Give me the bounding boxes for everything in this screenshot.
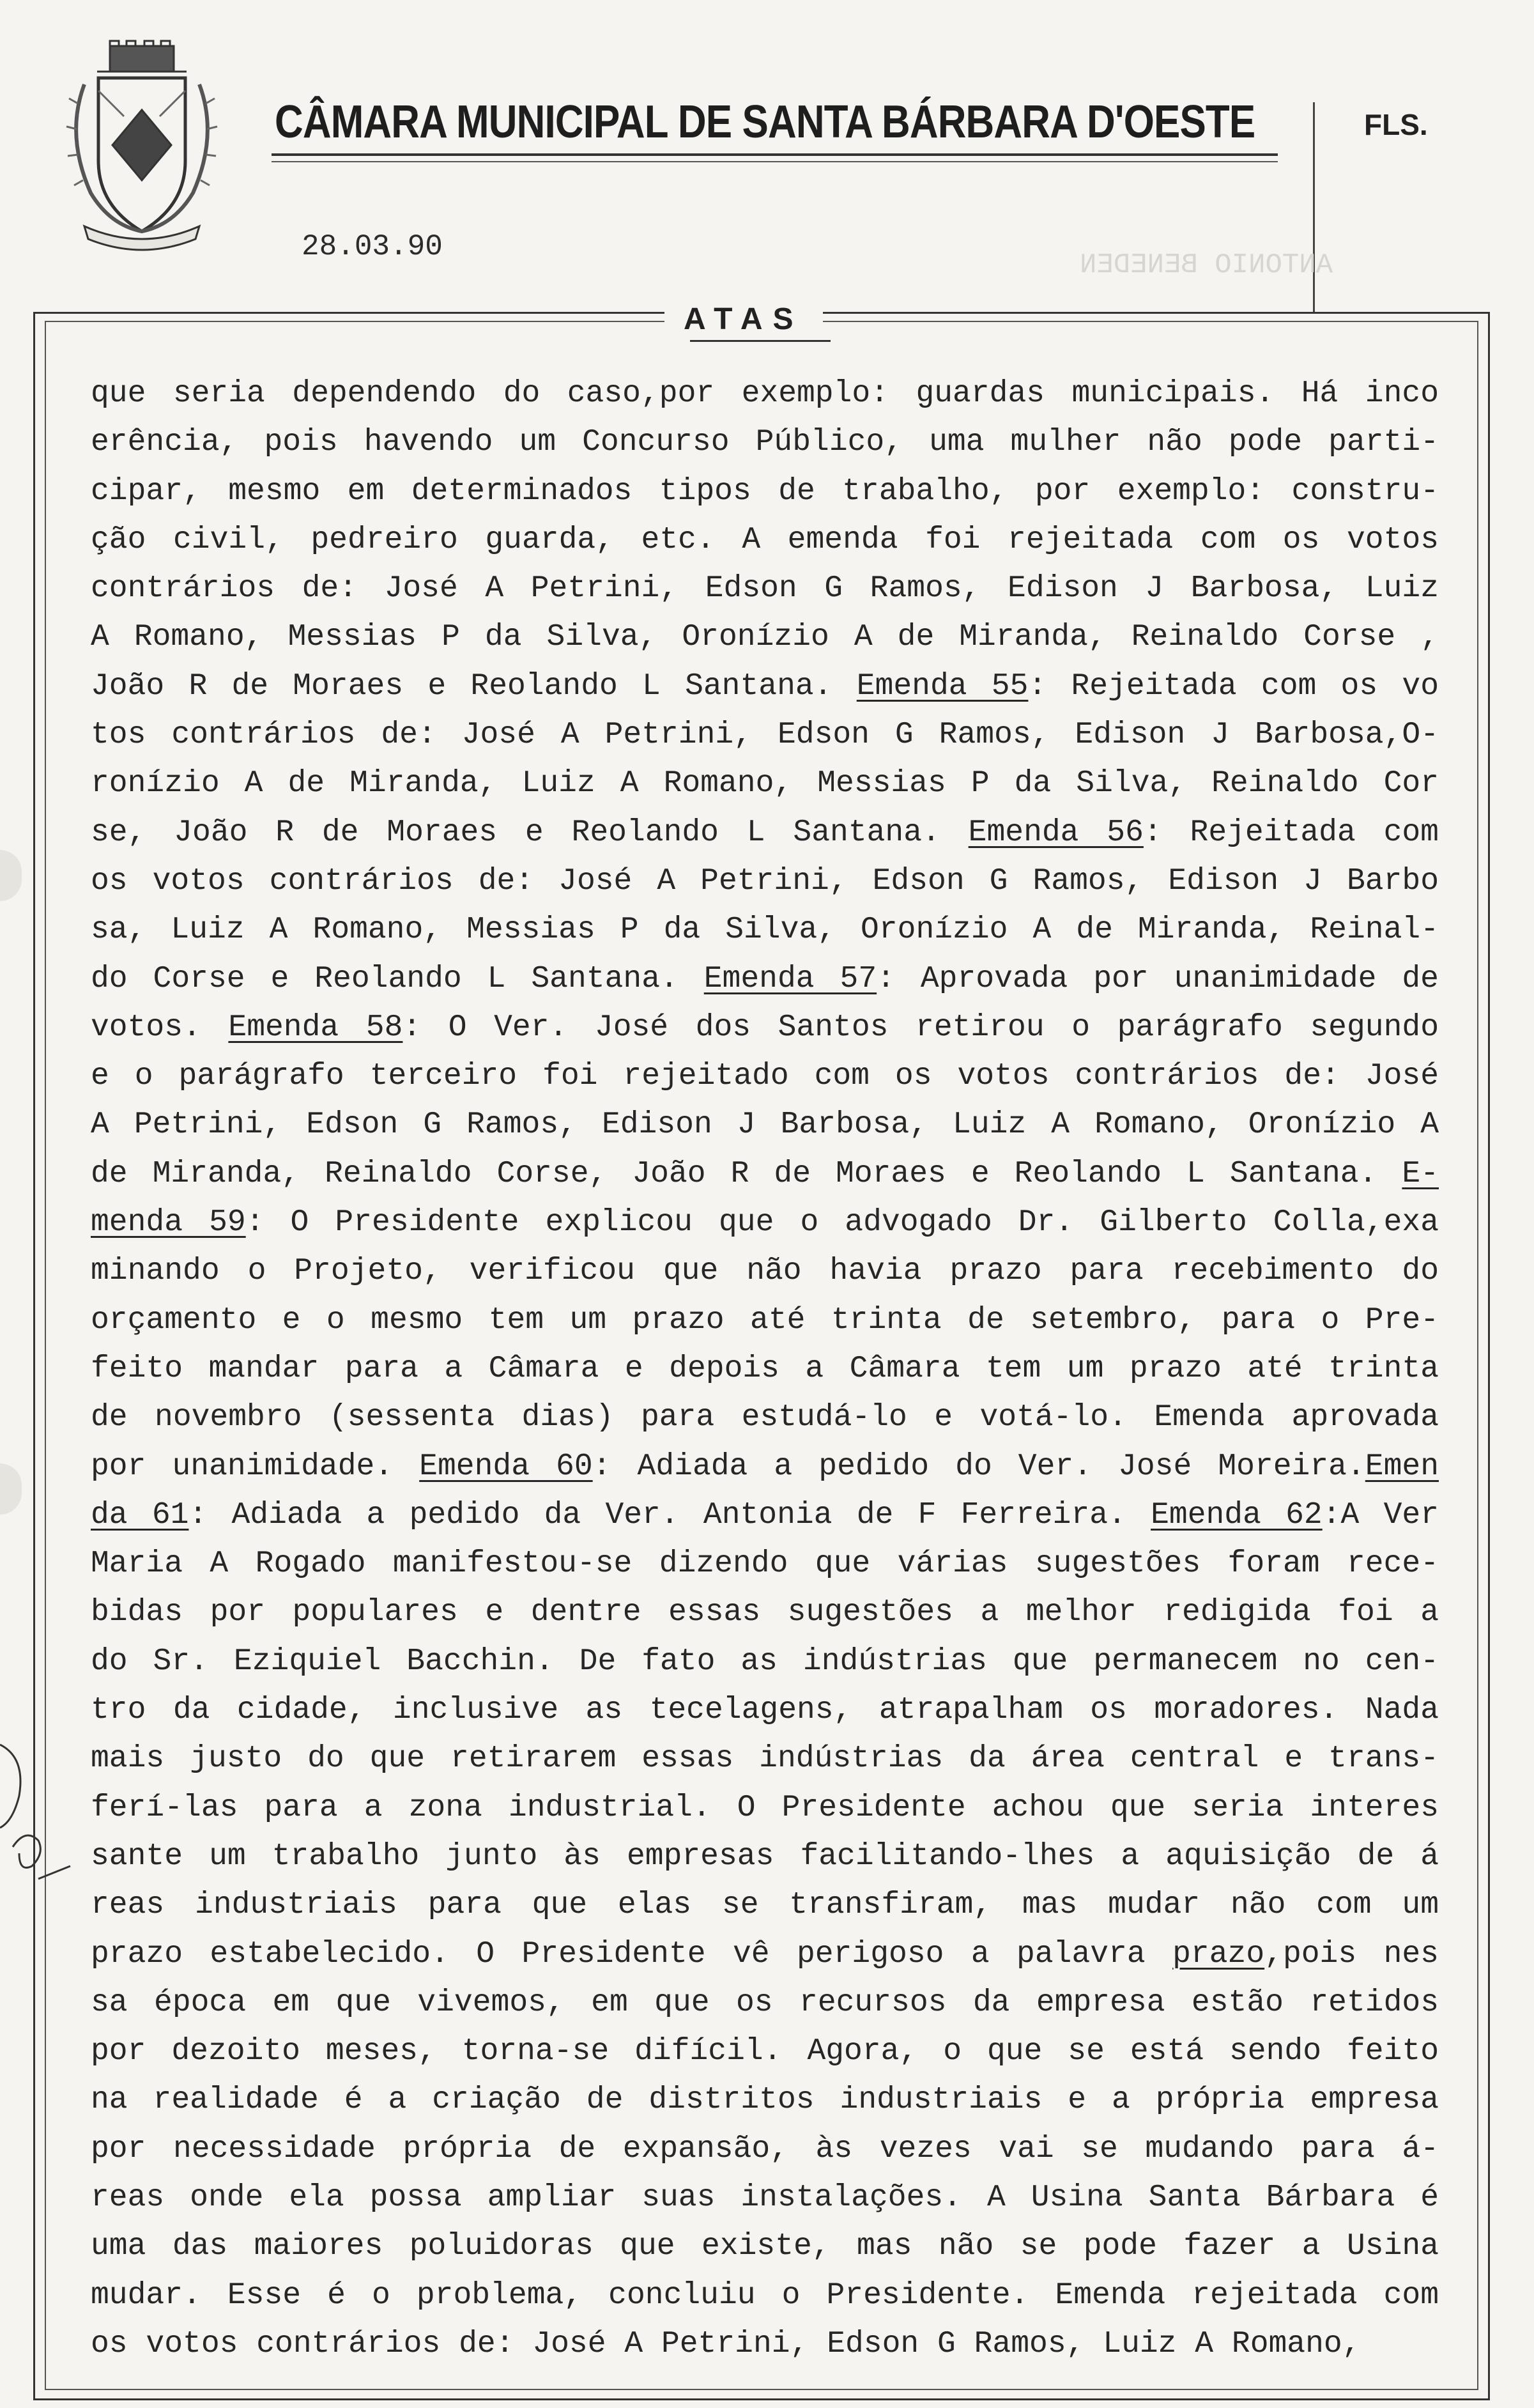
text-segment: A Petrini, Edson G Ramos, Edison J Barbosa, Luiz A Romano, Oronízio A xyxy=(91,1108,1439,1143)
text-segment: orçamento e o mesmo tem um prazo até trinta de setembro, para o Pre- xyxy=(91,1302,1439,1338)
underlined-heading: Emenda 55 xyxy=(856,668,1029,704)
underlined-heading: Emenda 56 xyxy=(968,815,1144,850)
text-line xyxy=(91,1979,1439,2027)
text-segment: minando o Projeto, verificou que não havia prazo para recebimento do xyxy=(91,1254,1439,1289)
text-segment: A Romano, Messias P da Silva, Oronízio A de Miranda, Reinaldo Corse , xyxy=(91,620,1439,655)
municipal-coat-of-arms-icon xyxy=(59,40,225,257)
text-line xyxy=(91,1832,1439,1881)
text-line xyxy=(91,418,1439,467)
text-line xyxy=(91,1491,1439,1540)
institution-title: CÂMARA MUNICIPAL DE SANTA BÁRBARA D'OESTE xyxy=(275,96,1255,148)
text-segment: reas industriais para que elas se transfiram, mas mudar não com um xyxy=(91,1888,1439,1923)
document-date: 28.03.90 xyxy=(302,230,443,263)
text-segment: de novembro (sessenta dias) para estudá-lo e votá-lo. Emenda aprovada xyxy=(91,1400,1439,1435)
text-segment: reas onde ela possa ampliar suas instalações. A Usina Santa Bárbara é xyxy=(91,2180,1439,2215)
text-segment: sante um trabalho junto às empresas facilitando-lhes a aquisição de á xyxy=(91,1839,1439,1874)
underlined-heading: Emenda 62 xyxy=(1151,1497,1323,1532)
margin-initials xyxy=(0,1725,77,1892)
text-segment: :A Ver xyxy=(1322,1497,1439,1532)
text-segment: que seria dependendo do caso,por exemplo: guardas municipais. Há inco xyxy=(91,376,1439,411)
text-line xyxy=(91,1052,1439,1100)
text-line xyxy=(91,2076,1439,2124)
text-segment: e o parágrafo terceiro foi rejeitado com os votos contrários de: José xyxy=(91,1059,1439,1094)
underlined-heading: menda 59 xyxy=(91,1205,246,1240)
text-line xyxy=(91,1198,1439,1247)
text-line xyxy=(91,857,1439,906)
text-line xyxy=(91,369,1439,418)
section-heading-underline xyxy=(690,340,831,342)
text-line xyxy=(91,955,1439,1003)
text-line xyxy=(91,2271,1439,2320)
text-line xyxy=(91,1637,1439,1686)
text-segment: cipar, mesmo em determinados tipos de trabalho, por exemplo: constru- xyxy=(91,474,1439,509)
text-line xyxy=(91,1930,1439,1979)
text-segment: por unanimidade. xyxy=(91,1449,420,1484)
text-line xyxy=(91,2320,1439,2368)
text-line xyxy=(91,2027,1439,2076)
text-line xyxy=(91,2125,1439,2173)
text-segment: do Corse e Reolando L Santana. xyxy=(91,961,704,996)
text-segment: do Sr. Eziquiel Bacchin. De fato as indústrias que permanecem no cen- xyxy=(91,1644,1439,1679)
binder-hole xyxy=(0,850,22,901)
underlined-heading: E- xyxy=(1402,1156,1439,1191)
text-line xyxy=(91,1881,1439,1929)
text-segment: de Miranda, Reinaldo Corse, João R de Moraes e Reolando L Santana. xyxy=(91,1156,1402,1191)
text-line xyxy=(91,1100,1439,1149)
title-rule xyxy=(272,153,1278,156)
text-segment: por necessidade própria de expansão, às vezes vai se mudando para á- xyxy=(91,2131,1439,2166)
text-segment: : O Ver. José dos Santos retirou o parágrafo segundo xyxy=(403,1010,1439,1045)
text-line xyxy=(91,1588,1439,1637)
text-segment: João R de Moraes e Reolando L Santana. xyxy=(91,668,857,704)
title-rule-thin xyxy=(272,161,1278,162)
text-line xyxy=(91,1540,1439,1588)
underlined-heading: Emenda 57 xyxy=(703,961,877,996)
text-segment: por dezoito meses, torna-se difícil. Agora, o que se está sendo feito xyxy=(91,2034,1439,2069)
text-line xyxy=(91,1442,1439,1491)
text-line xyxy=(91,662,1439,711)
text-segment: bidas por populares e dentre essas sugestões a melhor redigida foi a xyxy=(91,1595,1439,1630)
text-segment: se, João R de Moraes e Reolando L Santana. xyxy=(91,815,969,850)
text-segment: feito mandar para a Câmara e depois a Câmara tem um prazo até trinta xyxy=(91,1351,1439,1386)
text-segment: : Rejeitada com xyxy=(1143,815,1439,850)
text-line xyxy=(91,467,1439,516)
folio-divider xyxy=(1313,102,1315,313)
text-segment: prazo estabelecido. O Presidente vê perigoso a palavra xyxy=(91,1936,1173,1972)
underlined-heading: prazo xyxy=(1172,1936,1265,1972)
bleed-through-text: ANTONIO BENEDEN xyxy=(1080,249,1333,281)
text-line xyxy=(91,1393,1439,1442)
text-segment: votos. xyxy=(91,1010,229,1045)
underlined-heading: Emenda 58 xyxy=(228,1010,403,1045)
text-segment: sa, Luiz A Romano, Messias P da Silva, Oronízio A de Miranda, Reinal- xyxy=(91,913,1439,948)
text-segment: Maria A Rogado manifestou-se dizendo que várias sugestões foram rece- xyxy=(91,1547,1439,1582)
text-line xyxy=(91,1784,1439,1832)
text-segment: uma das maiores poluidoras que existe, mas não se pode fazer a Usina xyxy=(91,2229,1439,2264)
text-segment: tro da cidade, inclusive as tecelagens, atrapalham os moradores. Nada xyxy=(91,1693,1439,1728)
text-line xyxy=(91,1247,1439,1295)
text-segment: sa época em que vivemos, em que os recursos da empresa estão retidos xyxy=(91,1985,1439,2020)
text-segment: : Adiada a pedido da Ver. Antonia de F Ferreira. xyxy=(188,1497,1151,1532)
text-line xyxy=(91,759,1439,808)
text-segment: ferí-las para a zona industrial. O Presidente achou que seria interes xyxy=(91,1790,1439,1825)
text-line xyxy=(91,808,1439,857)
underlined-heading: da 61 xyxy=(91,1497,189,1532)
text-segment: : Aprovada por unanimidade de xyxy=(877,961,1439,996)
text-line xyxy=(91,1296,1439,1345)
folio-label: FLS. xyxy=(1364,108,1428,141)
text-segment: na realidade é a criação de distritos industriais e a própria empresa xyxy=(91,2083,1439,2118)
text-line xyxy=(91,2222,1439,2271)
text-segment: tos contrários de: José A Petrini, Edson G Ramos, Edison J Barbosa,O- xyxy=(91,718,1439,753)
underlined-heading: Emen xyxy=(1365,1449,1439,1484)
binder-hole xyxy=(0,1463,22,1515)
text-line xyxy=(91,906,1439,954)
text-line xyxy=(91,613,1439,661)
minutes-body xyxy=(91,369,1439,2368)
text-segment: : Adiada a pedido do Ver. José Moreira. xyxy=(592,1449,1365,1484)
text-segment: : Rejeitada com os vo xyxy=(1028,668,1439,704)
text-line xyxy=(91,1003,1439,1052)
text-segment: ção civil, pedreiro guarda, etc. A emenda foi rejeitada com os votos xyxy=(91,522,1439,557)
text-segment: contrários de: José A Petrini, Edson G Ramos, Edison J Barbosa, Luiz xyxy=(91,571,1439,606)
text-segment: mais justo do que retirarem essas indústrias da área central e trans- xyxy=(91,1741,1439,1777)
text-line xyxy=(91,1686,1439,1734)
text-segment: ,pois nes xyxy=(1264,1936,1439,1972)
underlined-heading: Emenda 60 xyxy=(419,1449,593,1484)
text-segment: ronízio A de Miranda, Luiz A Romano, Messias P da Silva, Reinaldo Cor xyxy=(91,766,1439,801)
text-line xyxy=(91,711,1439,759)
section-heading: ATAS xyxy=(664,302,823,337)
text-segment: erência, pois havendo um Concurso Público, uma mulher não pode parti- xyxy=(91,425,1439,460)
text-line xyxy=(91,1734,1439,1783)
text-line xyxy=(91,1345,1439,1393)
text-segment: : O Presidente explicou que o advogado Dr. Gilberto Colla,exa xyxy=(245,1205,1439,1240)
text-segment: os votos contrários de: José A Petrini, Edson G Ramos, Luiz A Romano, xyxy=(91,2326,1361,2361)
text-line xyxy=(91,564,1439,613)
text-line xyxy=(91,2173,1439,2222)
text-segment: mudar. Esse é o problema, concluiu o Presidente. Emenda rejeitada com xyxy=(91,2278,1439,2313)
text-line xyxy=(91,516,1439,564)
text-segment: os votos contrários de: José A Petrini, Edson G Ramos, Edison J Barbo xyxy=(91,863,1439,899)
text-line xyxy=(91,1150,1439,1198)
